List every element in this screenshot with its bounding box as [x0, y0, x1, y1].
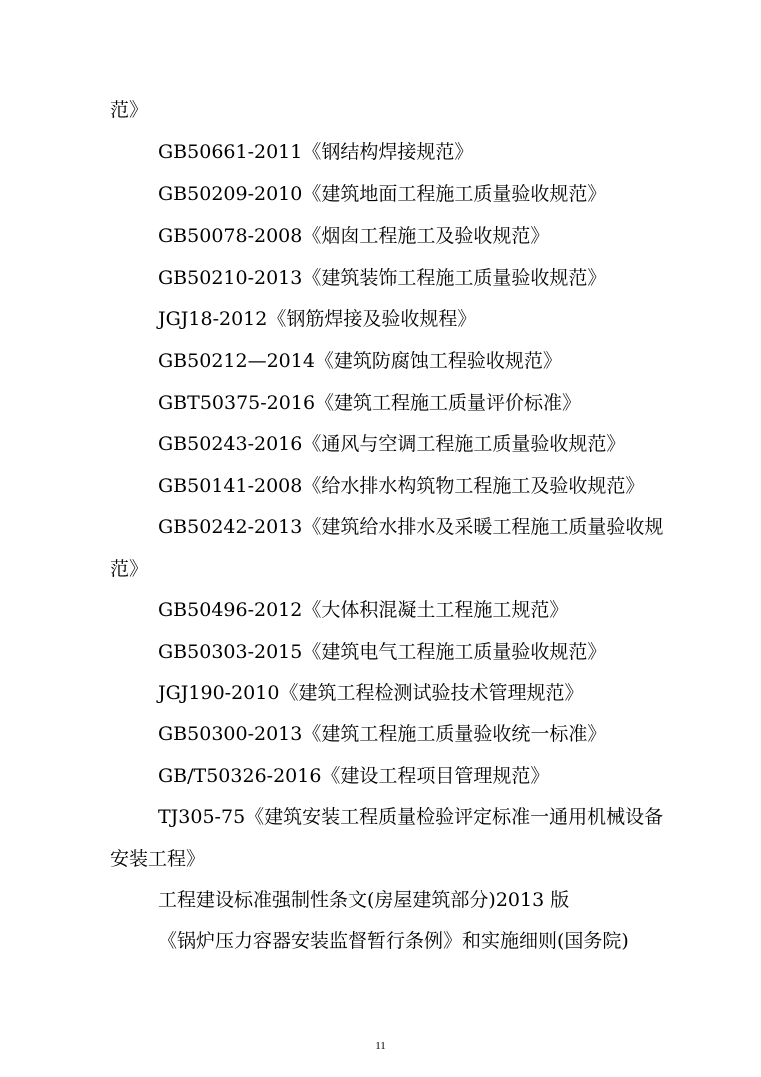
text-line: 工程建设标准强制性条文(房屋建筑部分)2013 版 [158, 889, 570, 911]
text-line: GB50300-2013《建筑工程施工质量验收统一标准》 [158, 723, 607, 745]
text-line: 范》 [110, 558, 149, 580]
text-line: GB50209-2010《建筑地面工程施工质量验收规范》 [158, 183, 607, 205]
text-line: GB50078-2008《烟囱工程施工及验收规范》 [158, 225, 550, 247]
text-line: GB50303-2015《建筑电气工程施工质量验收规范》 [158, 641, 607, 663]
text-line: JGJ190-2010《建筑工程检测试验技术管理规范》 [158, 682, 584, 704]
page-number: 11 [375, 1040, 386, 1052]
text-line: GB/T50326-2016《建设工程项目管理规范》 [158, 765, 550, 787]
text-line: GB50661-2011《钢结构焊接规范》 [158, 141, 474, 163]
text-line: TJ305-75《建筑安装工程质量检验评定标准一通用机械设备 [158, 806, 664, 828]
text-line: GB50243-2016《通风与空调工程施工质量验收规范》 [158, 433, 626, 455]
text-line: 范》 [110, 99, 149, 121]
text-line: GBT50375-2016《建筑工程施工质量评价标准》 [158, 392, 582, 414]
text-line: 安装工程》 [110, 848, 206, 870]
text-line: GB50496-2012《大体积混凝土工程施工规范》 [158, 599, 569, 621]
text-line: 《锅炉压力容器安装监督暂行条例》和实施细则(国务院) [158, 930, 629, 952]
text-line: GB50141-2008《给水排水构筑物工程施工及验收规范》 [158, 475, 645, 497]
text-line: GB50212—2014《建筑防腐蚀工程验收规范》 [158, 350, 562, 372]
text-line: GB50242-2013《建筑给水排水及采暖工程施工质量验收规 [158, 516, 664, 538]
text-line: JGJ18-2012《钢筋焊接及验收规程》 [158, 308, 477, 330]
text-line: GB50210-2013《建筑装饰工程施工质量验收规范》 [158, 267, 607, 289]
